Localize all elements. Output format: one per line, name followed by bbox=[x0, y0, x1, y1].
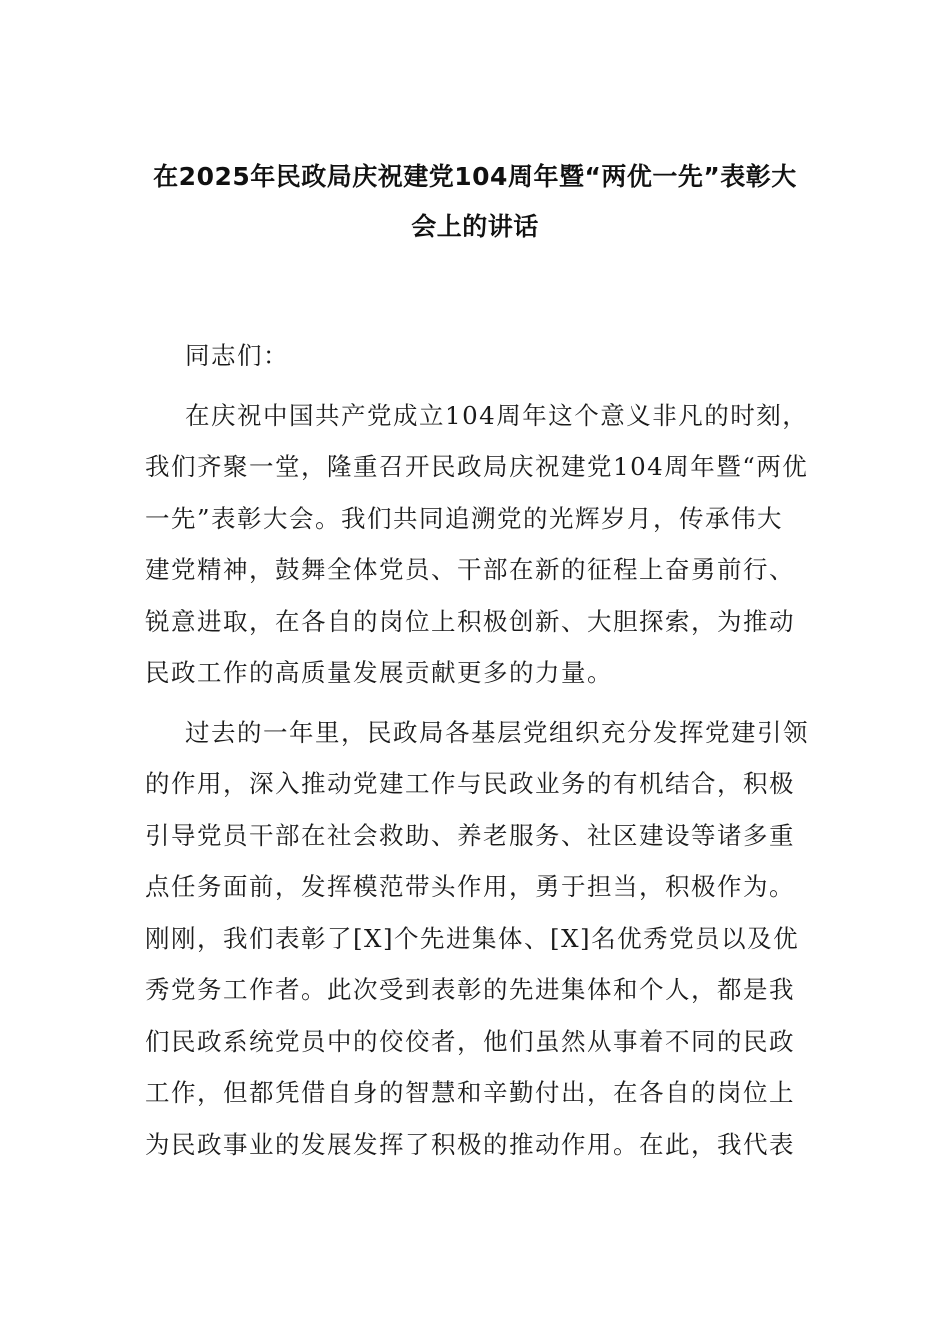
paragraph-line: 们民政系统党员中的佼佼者，他们虽然从事着不同的民政 bbox=[145, 1026, 795, 1056]
paragraph-1 bbox=[145, 390, 807, 699]
paragraph-line: 锐意进取，在各自的岗位上积极创新、大胆探索，为推动 bbox=[145, 606, 795, 636]
paragraph-line: 为民政事业的发展发挥了积极的推动作用。在此，我代表 bbox=[145, 1129, 795, 1159]
paragraph-line: 秀党务工作者。此次受到表彰的先进集体和个人，都是我 bbox=[145, 975, 795, 1004]
paragraph-line: 在庆祝中国共产党成立104周年这个意义非凡的时刻， bbox=[185, 400, 809, 430]
paragraph-line: 建党精神，鼓舞全体党员、干部在新的征程上奋勇前行、 bbox=[145, 555, 795, 584]
title-line: 在2025年民政局庆祝建党104周年暨“两优一先”表彰大 bbox=[153, 162, 797, 191]
paragraph-line: 一先”表彰大会。我们共同追溯党的光辉岁月，传承伟大 bbox=[145, 503, 784, 533]
document-title bbox=[140, 152, 810, 252]
paragraph-line: 工作，但都凭借自身的智慧和辛勤付出，在各自的岗位上 bbox=[145, 1078, 795, 1107]
paragraph-line: 刚刚，我们表彰了[X]个先进集体、[X]名优秀党员以及优 bbox=[145, 923, 800, 953]
paragraph-line: 的作用，深入推动党建工作与民政业务的有机结合，积极 bbox=[145, 769, 795, 798]
paragraph-2 bbox=[145, 707, 807, 1171]
title-line: 会上的讲话 bbox=[411, 212, 539, 241]
paragraph-line: 我们齐聚一堂，隆重召开民政局庆祝建党104周年暨“两优 bbox=[145, 452, 809, 481]
paragraph-line: 点任务面前，发挥模范带头作用，勇于担当，积极作为。 bbox=[145, 872, 795, 901]
paragraph-line: 引导党员干部在社会救助、养老服务、社区建设等诸多重 bbox=[145, 820, 795, 850]
greeting: 同志们： bbox=[185, 341, 289, 370]
paragraph-line: 民政工作的高质量发展贡献更多的力量。 bbox=[145, 658, 613, 687]
document-body bbox=[145, 330, 807, 1170]
paragraph-line: 过去的一年里，民政局各基层党组织充分发挥党建引领 bbox=[185, 717, 809, 747]
